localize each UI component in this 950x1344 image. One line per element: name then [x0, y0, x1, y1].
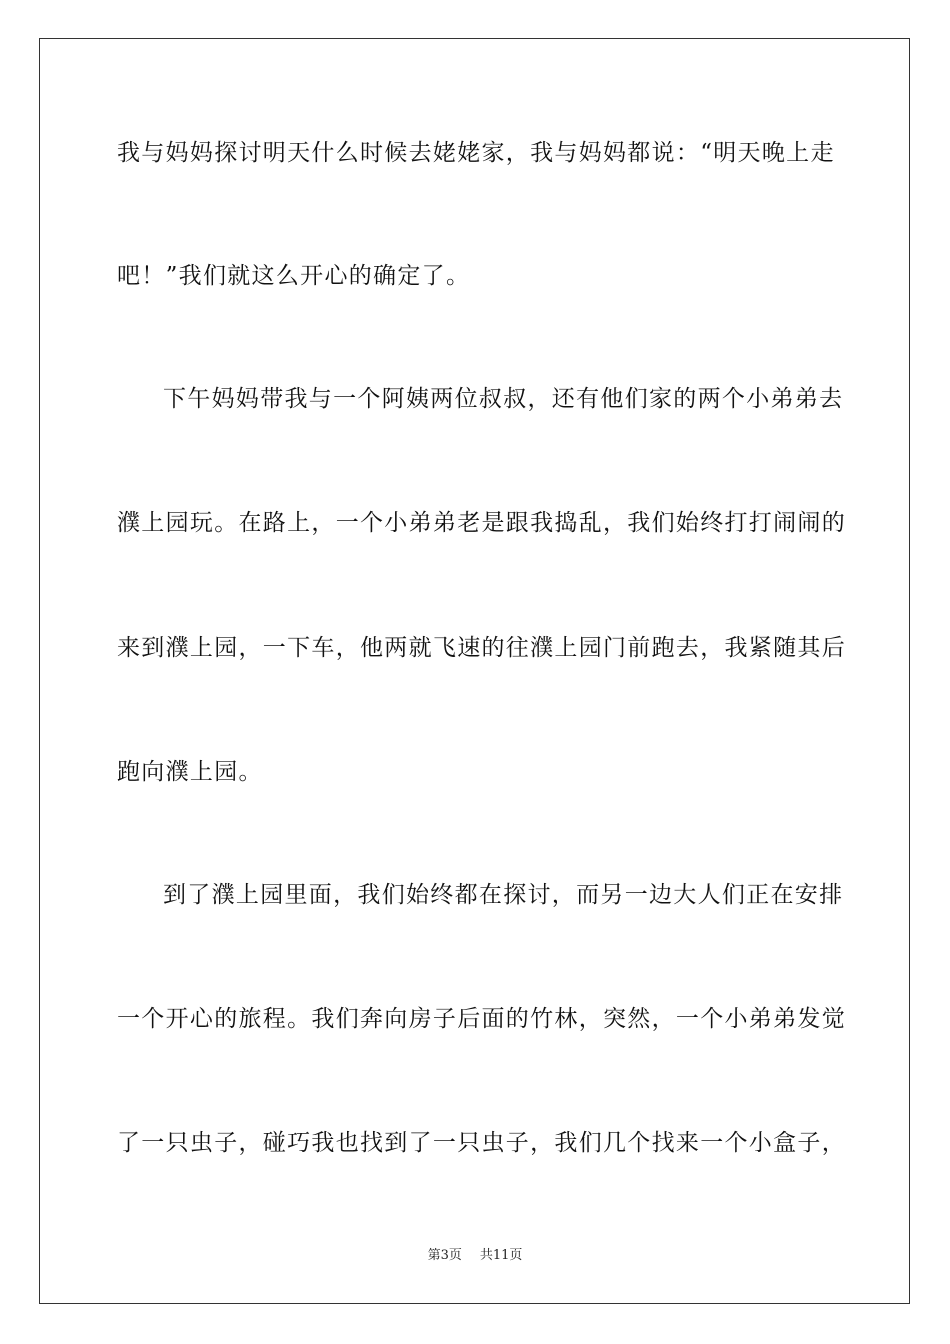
body-text-line: 了一只虫子，碰巧我也找到了一只虫子，我们几个找来一个小盒子，	[117, 1130, 846, 1156]
body-text-line: 我与妈妈探讨明天什么时候去姥姥家，我与妈妈都说：“明天晚上走	[117, 140, 835, 166]
body-text-line: 到了濮上园里面，我们始终都在探讨，而另一边大人们正在安排	[163, 882, 844, 908]
body-text-line: 来到濮上园，一下车，他两就飞速的往濮上园门前跑去，我紧随其后	[117, 635, 846, 661]
body-text-line: 濮上园玩。在路上，一个小弟弟老是跟我捣乱，我们始终打打闹闹的	[117, 510, 846, 536]
body-text-line: 跑向濮上园。	[117, 759, 263, 785]
body-text-line: 吧！”我们就这么开心的确定了。	[117, 263, 471, 289]
body-text-line: 一个开心的旅程。我们奔向房子后面的竹林，突然，一个小弟弟发觉	[117, 1006, 846, 1032]
page-border	[39, 38, 910, 1304]
page-number: 第3页	[427, 1248, 462, 1263]
body-text-line: 下午妈妈带我与一个阿姨两位叔叔，还有他们家的两个小弟弟去	[163, 386, 844, 412]
page-footer	[0, 1247, 950, 1265]
page-total: 共11页	[479, 1248, 523, 1263]
